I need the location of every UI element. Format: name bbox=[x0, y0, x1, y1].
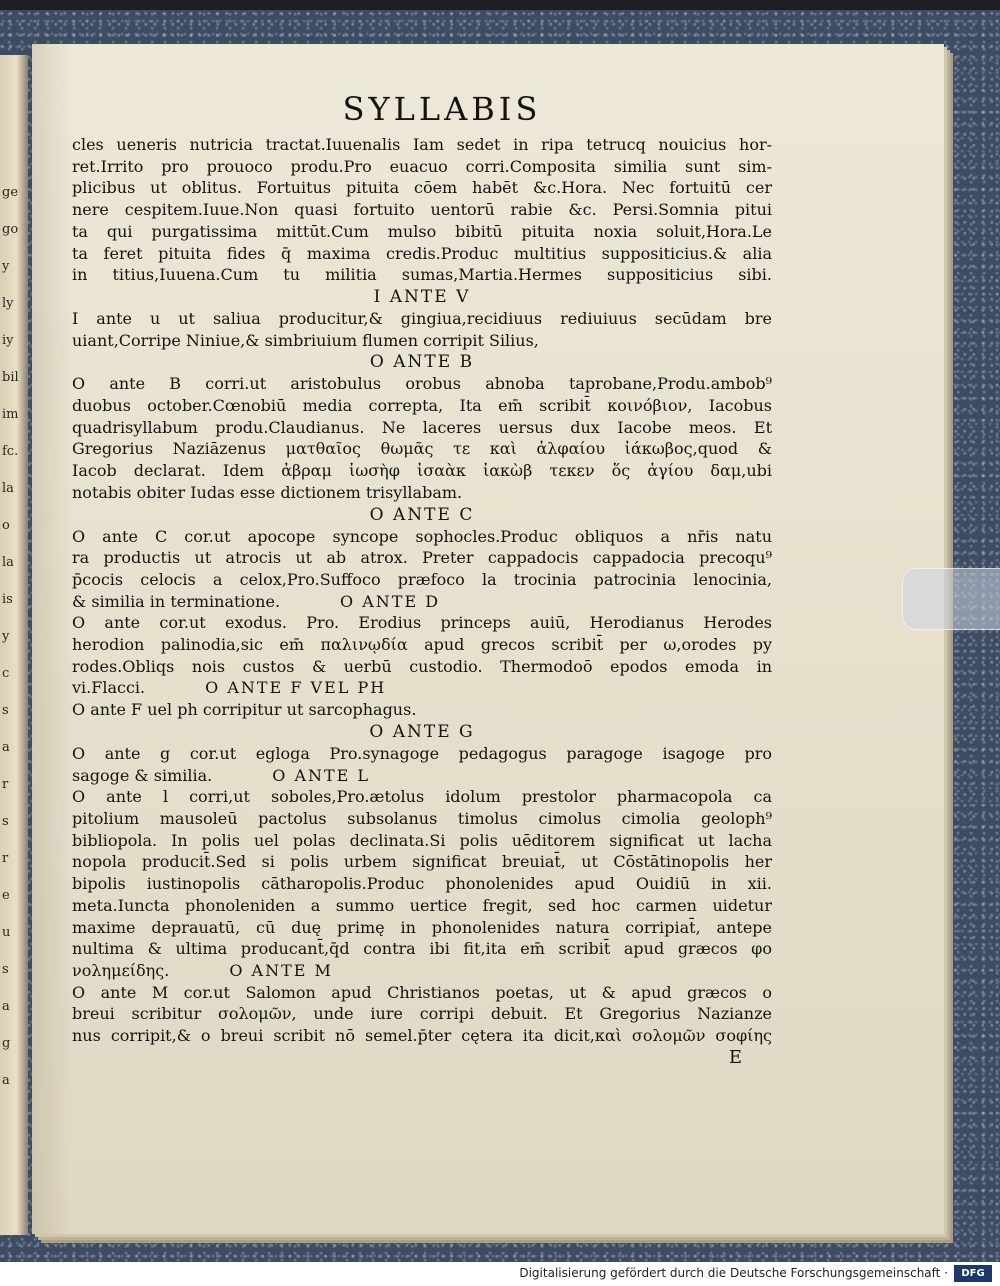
facing-page-fragment: y bbox=[2, 259, 10, 274]
text-line: ra productis ut atrocis ut ab atrox. Preter cappadocis cappadocia precoqu⁹ bbox=[72, 548, 772, 568]
facing-page-fragment: s bbox=[2, 703, 9, 718]
text-line: herodion palinodia,sic em̄ παλινῳδία apud grecos scribit̄ per ω,orodes py bbox=[72, 635, 772, 655]
text-line-with-heading bbox=[72, 677, 772, 699]
page-text-block bbox=[72, 90, 772, 1069]
section-heading: O ANTE B bbox=[369, 352, 475, 373]
text-line: Iacob declarat. Idem ἀβραμ ἰωσὴφ ἰσαὰκ ἰακὼβ τεκεν ὅς ἁγίου δαμ,ubi bbox=[72, 461, 772, 481]
facing-page-edge bbox=[0, 55, 28, 1235]
text-line: ta qui purgatissima mittūt.Cum mulso bibitū pituita noxia soluit,Hora.Le bbox=[72, 221, 772, 241]
text-line: in titius,Iuuena.Cum tu militia sumas,Martia.Hermes suppositicius sibi. bbox=[72, 265, 772, 285]
text-line: ret.Irrito pro prouoco produ.Pro euacuo corri.Composita similia sunt sim- bbox=[72, 156, 772, 176]
facing-page-fragment: ly bbox=[2, 296, 14, 311]
text-line: O ante g cor.ut egloga Pro.synagoge pedagogus paragoge isagoge pro bbox=[72, 743, 772, 763]
text-line-with-heading bbox=[72, 765, 772, 787]
text-line: maxime deprauatū, cū duę primę in phonolenides natura corripiat̄, antepe bbox=[72, 917, 772, 937]
text-line: nultima & ultima producant̄,q̄d contra ibi fit,ita em̄ scribit̄ apud græcos φο bbox=[72, 939, 772, 959]
digitization-footer bbox=[0, 1262, 1000, 1286]
section-heading: I ANTE V bbox=[373, 286, 471, 307]
text-line: breui scribitur σολομῶν, unde iure corripi debuit. Et Gregorius Nazianze bbox=[72, 1004, 772, 1024]
text-line: nus corripit,& o breui scribit nō semel.p̄ter cętera ita dicit,καὶ σολομῶν σοφίης bbox=[72, 1026, 772, 1046]
text-line: vi.Flacci. bbox=[72, 678, 146, 698]
facing-page-fragment: e bbox=[2, 888, 10, 903]
facing-page-fragment: o bbox=[2, 518, 10, 533]
text-line: O ante l corri,ut soboles,Pro.ætolus idolum prestolor pharmacopola ca bbox=[72, 787, 772, 807]
facing-page-fragment: c bbox=[2, 666, 10, 681]
facing-page-fragment: ge bbox=[2, 185, 19, 200]
facing-page-fragment: bil bbox=[2, 370, 19, 385]
section-heading: O ANTE L bbox=[272, 765, 371, 785]
text-line: rodes.Obliqs nois custos & uerbū custodio. Thermodoō epodos emoda in bbox=[72, 656, 772, 676]
text-line: O ante B corri.ut aristobulus orobus abnoba taprobane,Produ.ambob⁹ bbox=[72, 374, 772, 394]
section-heading: O ANTE C bbox=[369, 504, 475, 525]
facing-page-fragment: y bbox=[2, 629, 10, 644]
facing-page-fragment: a bbox=[2, 740, 10, 755]
facing-page-fragment: is bbox=[2, 592, 13, 607]
text-line: notabis obiter Iudas esse dictionem trisyllabam. bbox=[72, 482, 463, 502]
text-line: p̄cocis celocis a celox,Pro.Suffoco præfoco la trocinia patrocinia lenocinia, bbox=[72, 569, 772, 589]
facing-page-fragment: la bbox=[2, 555, 14, 570]
section-heading: O ANTE D bbox=[340, 591, 441, 611]
dfg-logo: DFG bbox=[954, 1265, 992, 1282]
facing-page-fragment: r bbox=[2, 851, 9, 866]
text-line: νολημείδης. bbox=[72, 960, 170, 980]
facing-page-fragment: la bbox=[2, 481, 14, 496]
text-lines bbox=[72, 134, 772, 1047]
funding-credit: Digitalisierung gefördert durch die Deutsche Forschungsgemeinschaft · bbox=[519, 1266, 948, 1280]
text-line-with-heading bbox=[72, 591, 772, 613]
text-line: meta.Iuncta phonoleniden a summo uertice fregit, sed hoc carmen uidetur bbox=[72, 895, 772, 915]
facing-page-fragment: s bbox=[2, 814, 9, 829]
section-heading: O ANTE M bbox=[229, 960, 333, 980]
text-line: nopola producit̄.Sed si polis urbem significat breuiat̄, ut Cōstātinopolis her bbox=[72, 852, 772, 872]
text-line: Gregorius Naziāzenus ματθαῖος θωμᾶς τε καὶ ἀλφαίου ἰάκωβος,quod & bbox=[72, 439, 772, 459]
text-line: sagoge & similia. bbox=[72, 765, 213, 785]
text-line: bibliopola. In polis uel polas declinata.Si polis uēditorem significat ut lacha bbox=[72, 830, 772, 850]
facing-page-fragment: im bbox=[2, 407, 19, 422]
text-line: nere cespitem.Iuue.Non quasi fortuito uentorū rabie &c. Persi.Somnia pitui bbox=[72, 200, 772, 220]
text-line: I ante u ut saliua producitur,& gingiua,recidiuus rediuiuus secūdam bre bbox=[72, 308, 772, 328]
text-line: O ante F uel ph corripitur ut sarcophagus. bbox=[72, 700, 417, 720]
facing-page-fragment: go bbox=[2, 222, 19, 237]
facing-page-fragment: u bbox=[2, 925, 11, 940]
catchword: E bbox=[728, 1046, 742, 1068]
text-line: O ante C cor.ut apocope syncope sophocles.Produc obliquos a nr̄is natu bbox=[72, 526, 772, 546]
text-line: O ante M cor.ut Salomon apud Christianos poetas, ut & apud græcos o bbox=[72, 982, 772, 1002]
facing-page-fragment: s bbox=[2, 962, 9, 977]
text-line: duobus october.Cœnobiū media correpta, Ita em̄ scribit̄ κοινόβιον, Iacobus bbox=[72, 396, 772, 416]
text-line: O ante cor.ut exodus. Pro. Erodius princeps auiū, Herodianus Herodes bbox=[72, 613, 772, 633]
text-line: cles ueneris nutricia tractat.Iuuenalis Iam sedet in ripa tetrucq nouicius hor- bbox=[72, 135, 772, 154]
text-line: uiant,Corripe Niniue,& simbriuium flumen corripit Silius, bbox=[72, 330, 539, 350]
text-line-with-heading bbox=[72, 960, 772, 982]
section-heading: O ANTE G bbox=[369, 721, 475, 742]
running-head: SYLLABIS bbox=[342, 90, 542, 128]
section-heading: O ANTE F VEL PH bbox=[205, 678, 387, 698]
facing-page-fragment: a bbox=[2, 1073, 10, 1088]
page-clip bbox=[902, 568, 1000, 630]
text-line: bipolis iustinopolis cātharopolis.Produc phonolenides apud Ouidiū in xii. bbox=[72, 874, 772, 894]
facing-page-fragment: g bbox=[2, 1036, 11, 1051]
text-line: & similia in terminatione. bbox=[72, 591, 281, 611]
text-line: plicibus ut oblitus. Fortuitus pituita cōem habēt &c.Hora. Nec fortuitū cer bbox=[72, 178, 772, 198]
facing-page-fragment: a bbox=[2, 999, 10, 1014]
facing-page-fragment: r bbox=[2, 777, 9, 792]
text-line: quadrisyllabum produ.Claudianus. Ne laceres uersus dux Iacobe meos. Et bbox=[72, 417, 772, 437]
text-line: ta feret pituita fides q̄ maxima credis.Produc multitius suppositicius.& alia bbox=[72, 243, 772, 263]
facing-page-fragment: fc. bbox=[2, 444, 19, 459]
text-line: pitolium mausoleū pactolus subsolanus timolus cimolus cimolia geoloph⁹ bbox=[72, 808, 772, 828]
facing-page-fragment: iy bbox=[2, 333, 14, 348]
